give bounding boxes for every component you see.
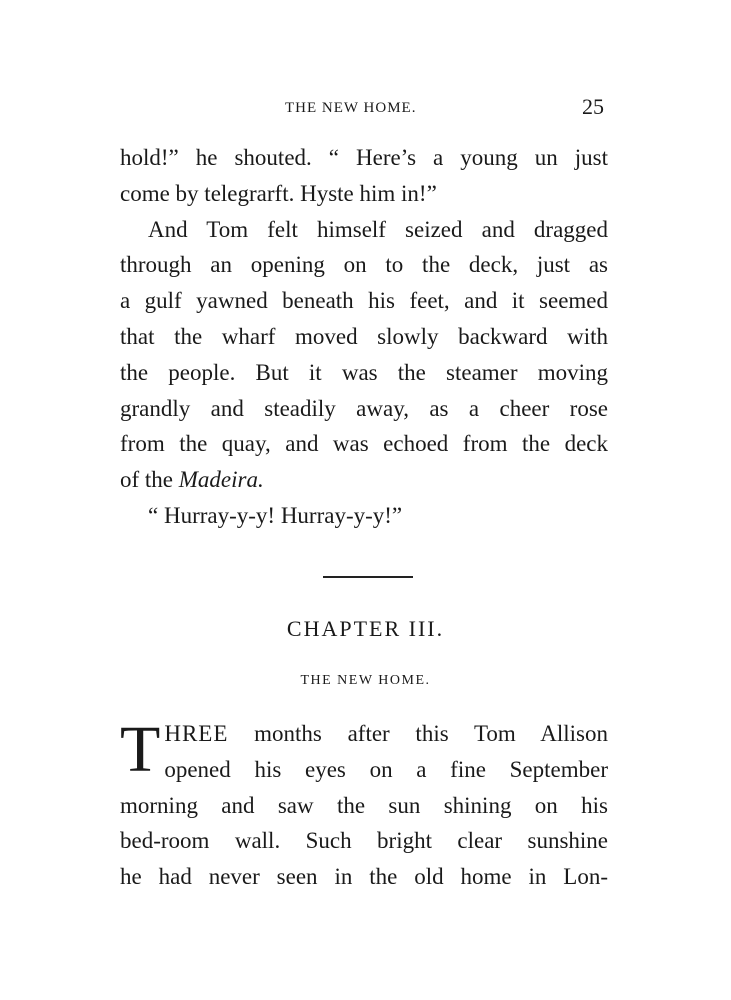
chapter-opening-paragraph xyxy=(120,713,608,895)
text-line: bed-room wall. Such bright clear sunshine xyxy=(120,828,608,854)
text-line: morning and saw the sun shining on his xyxy=(120,792,608,818)
text-fragment: months after this Tom Allison xyxy=(228,721,608,746)
text-fragment: of the xyxy=(120,467,179,493)
text-line: through an opening on to the deck, just as xyxy=(120,252,608,278)
chapter-heading: CHAPTER III. xyxy=(286,616,445,641)
text-line: a gulf yawned beneath his feet, and it seemed xyxy=(120,288,608,314)
running-title: THE NEW HOME. xyxy=(285,100,417,116)
cheer-line: “ Hurray-y-y! Hurray-y-y!” xyxy=(148,502,403,528)
text-line: the people. But it was the steamer moving xyxy=(120,359,608,385)
ship-name: Madeira. xyxy=(178,467,264,493)
opening-line xyxy=(120,716,608,752)
chapter-subheading: THE NEW HOME. xyxy=(300,673,431,688)
text-line: opened his eyes on a fine September xyxy=(164,756,608,782)
text-line-with-ship-name xyxy=(120,462,608,498)
opening-word: HREE xyxy=(164,721,229,746)
text-line: from the quay, and was echoed from the deck xyxy=(120,431,608,457)
section-divider-rule xyxy=(323,576,413,578)
passage-continued xyxy=(120,140,608,534)
drop-cap: T xyxy=(120,713,161,786)
text-line: he had never seen in the old home in Lon- xyxy=(120,864,608,890)
text-line: come by telegrarft. Hyste him in!” xyxy=(120,180,437,206)
page-number: 25 xyxy=(582,94,604,119)
text-line: that the wharf moved slowly backward with xyxy=(120,323,608,349)
text-line: grandly and steadily away, as a cheer rose xyxy=(120,395,608,421)
text-line: hold!” he shouted. “ Here’s a young un just xyxy=(120,145,608,170)
paragraph-start-line: And Tom felt himself seized and dragged xyxy=(148,216,608,242)
running-head xyxy=(0,94,731,122)
